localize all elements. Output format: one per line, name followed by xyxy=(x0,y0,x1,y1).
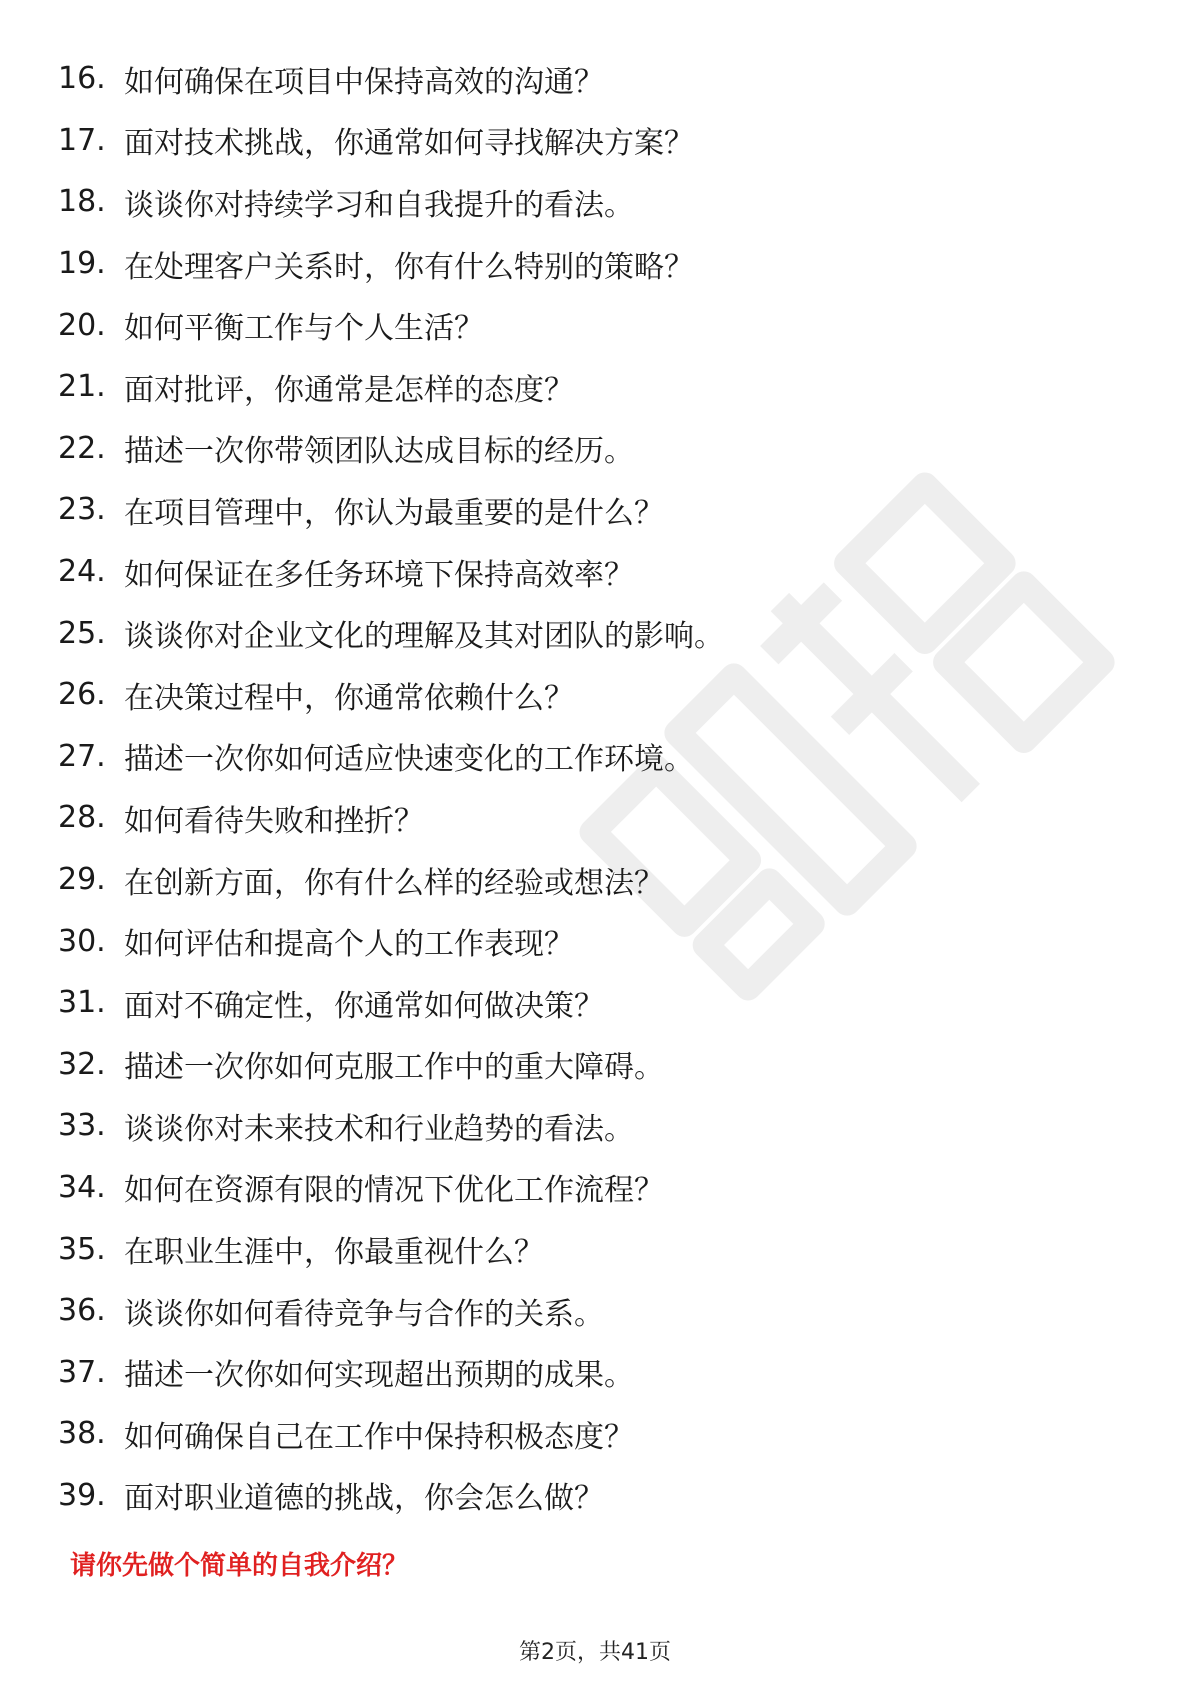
question-text: 描述一次你如何实现超出预期的成果。 xyxy=(124,1358,634,1394)
question-item xyxy=(58,356,1138,418)
question-item xyxy=(58,48,1138,110)
question-number: 36. xyxy=(58,1293,106,1329)
question-item xyxy=(58,1465,1138,1527)
question-number: 29. xyxy=(58,862,106,898)
question-text: 描述一次你如何适应快速变化的工作环境。 xyxy=(124,742,694,778)
question-number: 34. xyxy=(58,1169,106,1205)
question-item xyxy=(58,849,1138,911)
question-item xyxy=(58,910,1138,972)
question-text: 在决策过程中，你通常依赖什么？ xyxy=(124,680,574,716)
question-text: 如何在资源有限的情况下优化工作流程？ xyxy=(124,1173,664,1209)
question-number: 24. xyxy=(58,554,106,590)
page-indicator: 第2页，共41页 xyxy=(519,1640,671,1665)
question-item xyxy=(58,1403,1138,1465)
question-number: 25. xyxy=(58,615,106,651)
question-number: 33. xyxy=(58,1108,106,1144)
question-item xyxy=(58,1280,1138,1342)
question-text: 面对不确定性，你通常如何做决策？ xyxy=(124,988,604,1024)
question-number: 32. xyxy=(58,1046,106,1082)
question-number: 20. xyxy=(58,307,106,343)
question-number: 27. xyxy=(58,738,106,774)
question-text: 面对技术挑战，你通常如何寻找解决方案？ xyxy=(124,126,694,162)
question-item xyxy=(58,294,1138,356)
question-text: 在项目管理中，你认为最重要的是什么？ xyxy=(124,495,664,531)
question-text: 谈谈你对企业文化的理解及其对团队的影响。 xyxy=(124,619,724,655)
question-item xyxy=(58,1341,1138,1403)
question-item xyxy=(58,1218,1138,1280)
question-text: 描述一次你带领团队达成目标的经历。 xyxy=(124,434,634,470)
question-item xyxy=(58,664,1138,726)
question-item xyxy=(58,110,1138,172)
question-item xyxy=(58,1095,1138,1157)
question-item xyxy=(58,541,1138,603)
question-item xyxy=(58,602,1138,664)
highlight-question: 请你先做个简单的自我介绍？ xyxy=(70,1551,409,1581)
question-item xyxy=(58,1034,1138,1096)
question-text: 谈谈你如何看待竞争与合作的关系。 xyxy=(124,1296,604,1332)
question-number: 28. xyxy=(58,800,106,836)
question-item xyxy=(58,171,1138,233)
question-number: 16. xyxy=(58,61,106,97)
question-number: 22. xyxy=(58,430,106,466)
question-number: 21. xyxy=(58,369,106,405)
question-item xyxy=(58,233,1138,295)
question-text: 描述一次你如何克服工作中的重大障碍。 xyxy=(124,1050,664,1086)
question-number: 39. xyxy=(58,1477,106,1513)
question-number: 30. xyxy=(58,923,106,959)
question-number: 38. xyxy=(58,1416,106,1452)
question-number: 26. xyxy=(58,677,106,713)
question-item xyxy=(58,787,1138,849)
question-number: 37. xyxy=(58,1354,106,1390)
question-item xyxy=(58,972,1138,1034)
question-text: 在处理客户关系时，你有什么特别的策略？ xyxy=(124,249,694,285)
question-text: 如何确保在项目中保持高效的沟通？ xyxy=(124,64,604,100)
question-number: 17. xyxy=(58,122,106,158)
question-text: 如何确保自己在工作中保持积极态度？ xyxy=(124,1419,634,1455)
question-text: 在职业生涯中，你最重视什么？ xyxy=(124,1235,544,1271)
question-text: 在创新方面，你有什么样的经验或想法？ xyxy=(124,865,664,901)
question-text: 谈谈你对持续学习和自我提升的看法。 xyxy=(124,187,634,223)
question-text: 谈谈你对未来技术和行业趋势的看法。 xyxy=(124,1111,634,1147)
question-item xyxy=(58,1157,1138,1219)
question-text: 面对批评，你通常是怎样的态度？ xyxy=(124,372,574,408)
question-text: 如何保证在多任务环境下保持高效率？ xyxy=(124,557,634,593)
question-text: 如何评估和提高个人的工作表现？ xyxy=(124,927,574,963)
question-number: 23. xyxy=(58,492,106,528)
question-text: 如何看待失败和挫折？ xyxy=(124,803,424,839)
question-number: 31. xyxy=(58,985,106,1021)
question-text: 面对职业道德的挑战，你会怎么做？ xyxy=(124,1481,604,1517)
question-list xyxy=(58,48,1138,1526)
question-number: 19. xyxy=(58,246,106,282)
question-number: 35. xyxy=(58,1231,106,1267)
question-item xyxy=(58,418,1138,480)
question-text: 如何平衡工作与个人生活？ xyxy=(124,311,484,347)
question-item xyxy=(58,726,1138,788)
question-number: 18. xyxy=(58,184,106,220)
question-item xyxy=(58,479,1138,541)
